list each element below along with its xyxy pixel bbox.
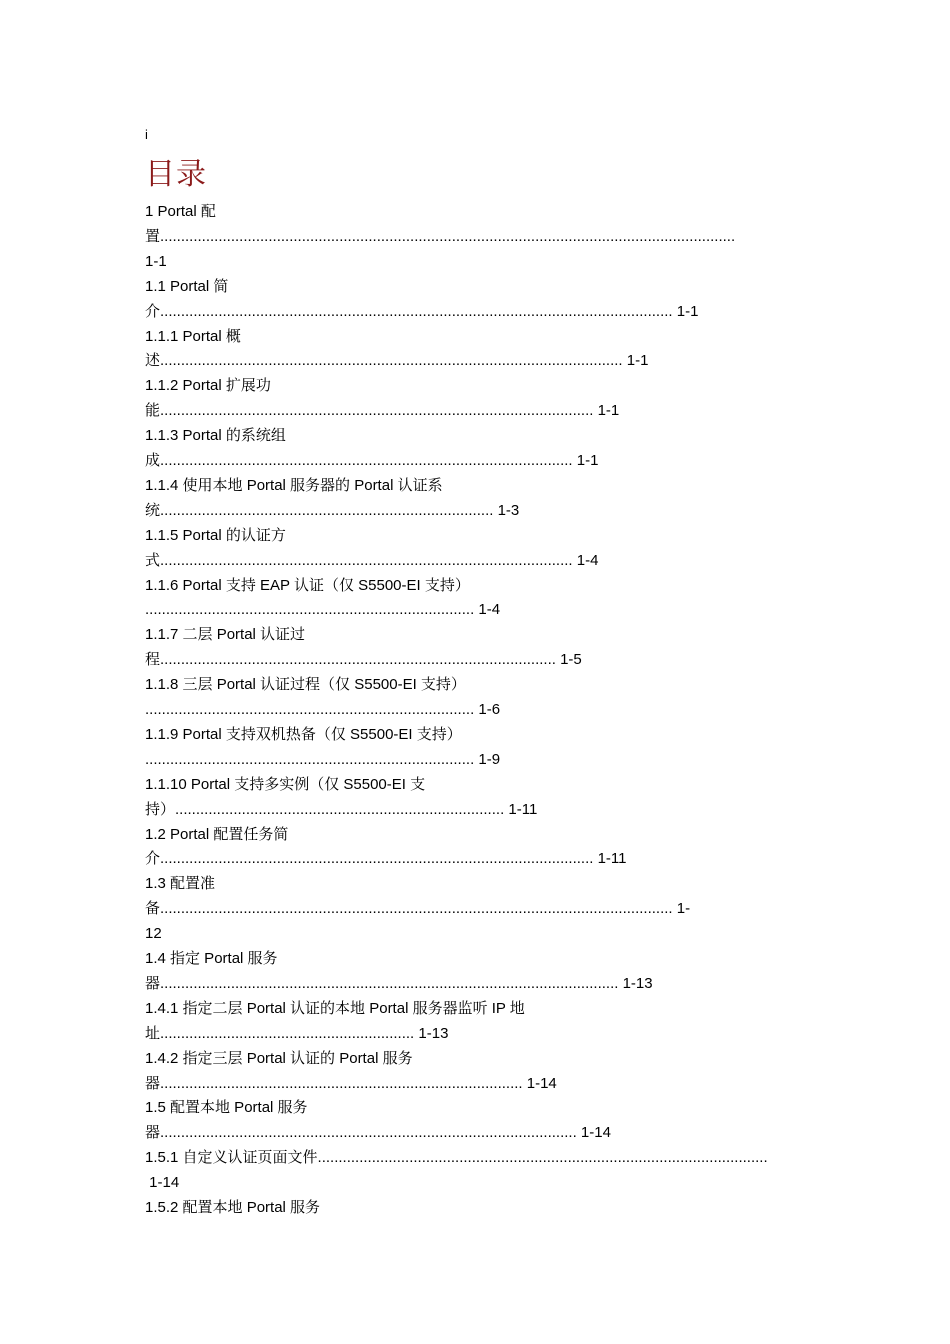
toc-line: 介........................................................................................................................... 1-1 (145, 302, 699, 320)
toc-line: 1.1.2 Portal 扩展功 (145, 377, 271, 395)
toc-line: 程............................................................................................... 1-5 (145, 651, 582, 669)
toc-line: 1.1.10 Portal 支持多实例（仅 S5500-EI 支 (145, 775, 426, 793)
toc-line: 1.1.8 三层 Portal 认证过程（仅 S5500-EI 支持） (145, 676, 466, 694)
toc-line: 能........................................................................................................ 1-1 (145, 402, 620, 420)
toc-line: 1-1 (145, 252, 167, 270)
toc-line: 介........................................................................................................ 1-11 (145, 850, 627, 868)
toc-line: 成................................................................................................... 1-1 (145, 452, 599, 469)
toc-line: 址............................................................. 1-13 (145, 1024, 449, 1042)
toc-line: 1-14 (145, 1174, 180, 1192)
toc-line: 1 Portal 配 (145, 203, 216, 220)
toc-line: 1.3 配置准 (145, 875, 216, 893)
toc-line: 1.1.5 Portal 的认证方 (145, 526, 286, 544)
toc-line: 1.1.4 使用本地 Portal 服务器的 Portal 认证系 (145, 476, 443, 494)
toc-title: 目录 (145, 158, 207, 191)
toc-line: 1.1.6 Portal 支持 EAP 认证（仅 S5500-EI 支持） (145, 576, 470, 594)
toc-line: 1.1.3 Portal 的系统组 (145, 427, 286, 445)
toc-line: 1.4.1 指定二层 Portal 认证的本地 Portal 服务器监听 IP 地 (145, 999, 525, 1017)
toc-line: 1.2 Portal 配置任务简 (145, 825, 289, 843)
toc-line: 器....................................................................................... 1-14 (145, 1074, 557, 1092)
toc-line: 12 (145, 925, 162, 943)
toc-line: 持）............................................................................... 1-11 (145, 800, 538, 818)
page-marker: i (145, 127, 148, 142)
toc-line: 1.1.7 二层 Portal 认证过 (145, 626, 306, 644)
toc-line: 1.4 指定 Portal 服务 (145, 950, 278, 967)
toc-line: 1.1.9 Portal 支持双机热备（仅 S5500-EI 支持） (145, 725, 462, 743)
toc-line: ............................................................................... 1-9 (145, 750, 501, 768)
toc-line: ............................................................................... 1-4 (145, 601, 501, 619)
toc-line: 1.5.1 自定义认证页面文件............................................................................................................ (145, 1149, 768, 1167)
toc-line: 式................................................................................................... 1-4 (145, 551, 599, 569)
toc-line: 1.5 配置本地 Portal 服务 (145, 1099, 308, 1117)
toc-line: 备........................................................................................................................... 1- (145, 900, 691, 918)
toc-line: 述............................................................................................................... 1-1 (145, 352, 649, 370)
toc-line: 1.5.2 配置本地 Portal 服务 (145, 1199, 321, 1216)
toc-line: ............................................................................... 1-6 (145, 701, 501, 718)
toc-line: 器.............................................................................................................. 1-13 (145, 974, 653, 992)
toc-line: 1.4.2 指定三层 Portal 认证的 Portal 服务 (145, 1049, 413, 1067)
toc-line: 统................................................................................ 1-3 (145, 501, 520, 519)
toc-line: 器.................................................................................................... 1-14 (145, 1124, 611, 1142)
toc-line: 置.......................................................................................................................................... (145, 227, 736, 245)
toc-line: 1.1 Portal 简 (145, 277, 229, 295)
toc-line: 1.1.1 Portal 概 (145, 327, 241, 345)
